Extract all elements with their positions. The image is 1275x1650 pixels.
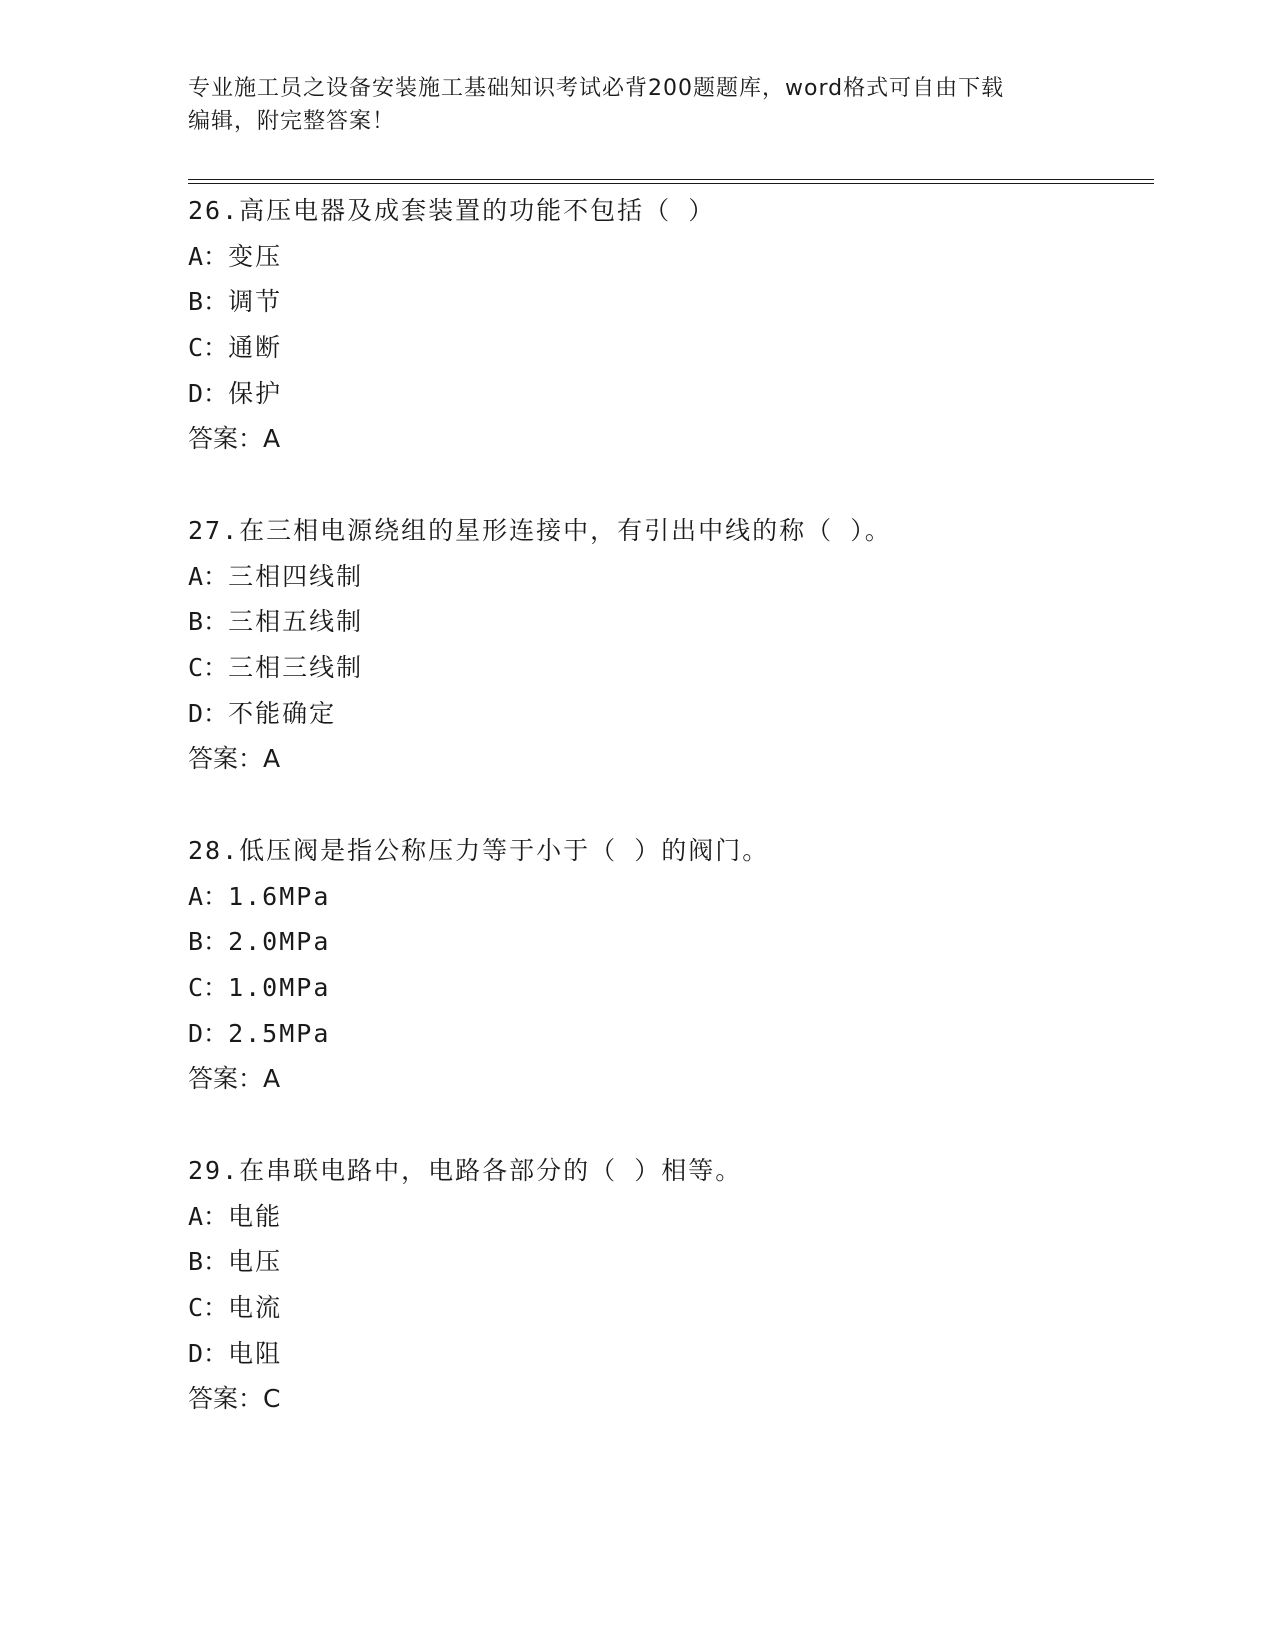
option-b xyxy=(188,599,1154,645)
option-text: 电流 xyxy=(228,1293,283,1323)
header-divider-bottom xyxy=(188,183,1154,184)
answer-line: 答案：A xyxy=(188,744,281,774)
answer-line: 答案：A xyxy=(188,1064,281,1094)
option-letter: B： xyxy=(188,1247,229,1277)
option-letter: A： xyxy=(188,561,229,591)
option-letter: D： xyxy=(188,698,229,728)
option-text: 三相五线制 xyxy=(228,607,364,637)
option-a xyxy=(188,874,1154,920)
option-b xyxy=(188,279,1154,325)
option-text: 电能 xyxy=(228,1201,283,1231)
option-d xyxy=(188,1331,1154,1377)
question-27 xyxy=(188,508,1154,828)
option-d xyxy=(188,1011,1154,1057)
option-c xyxy=(188,1285,1154,1331)
option-letter: A： xyxy=(188,1201,229,1231)
option-c xyxy=(188,325,1154,371)
option-text: 调节 xyxy=(228,287,283,317)
option-letter: B： xyxy=(188,287,229,317)
option-text: 通断 xyxy=(228,333,283,363)
option-d xyxy=(188,691,1154,737)
option-text: 2.5MPa xyxy=(228,1018,331,1048)
header-line-2: 编辑，附完整答案！ xyxy=(188,109,396,134)
option-d xyxy=(188,371,1154,417)
option-letter: D： xyxy=(188,1338,229,1368)
option-text: 1.6MPa xyxy=(228,881,331,911)
header-line-1: 专业施工员之设备安装施工基础知识考试必背200题题库，word格式可自由下载 xyxy=(188,76,1005,101)
option-letter: C： xyxy=(188,653,229,683)
option-text: 变压 xyxy=(228,241,283,271)
option-text: 电压 xyxy=(228,1247,283,1277)
question-26 xyxy=(188,188,1154,508)
option-text: 三相三线制 xyxy=(228,653,364,683)
header-divider-top xyxy=(188,179,1154,180)
option-letter: C： xyxy=(188,973,229,1003)
option-text: 不能确定 xyxy=(228,698,337,728)
option-letter: A： xyxy=(188,881,229,911)
question-29 xyxy=(188,1148,1154,1468)
option-letter: B： xyxy=(188,607,229,637)
question-list xyxy=(188,188,1154,1468)
option-letter: C： xyxy=(188,1293,229,1323)
document-header xyxy=(188,72,1088,138)
option-text: 电阻 xyxy=(228,1338,283,1368)
option-letter: B： xyxy=(188,927,229,957)
answer-line: 答案：A xyxy=(188,424,281,454)
option-a xyxy=(188,234,1154,280)
option-b xyxy=(188,1239,1154,1285)
option-b xyxy=(188,919,1154,965)
option-c xyxy=(188,645,1154,691)
option-text: 保护 xyxy=(228,378,283,408)
question-stem: 26.高压电器及成套装置的功能不包括（ ） xyxy=(188,196,716,225)
question-stem: 27.在三相电源绕组的星形连接中，有引出中线的称（ ）。 xyxy=(188,516,892,545)
option-a xyxy=(188,1194,1154,1240)
answer-line: 答案：C xyxy=(188,1384,281,1414)
question-stem: 29.在串联电路中，电路各部分的（ ）相等。 xyxy=(188,1156,743,1185)
option-letter: A： xyxy=(188,241,229,271)
option-text: 1.0MPa xyxy=(228,973,331,1003)
question-stem: 28.低压阀是指公称压力等于小于（ ）的阀门。 xyxy=(188,836,770,865)
option-letter: D： xyxy=(188,1018,229,1048)
option-text: 2.0MPa xyxy=(228,927,331,957)
option-letter: D： xyxy=(188,378,229,408)
option-c xyxy=(188,965,1154,1011)
option-letter: C： xyxy=(188,333,229,363)
option-a xyxy=(188,554,1154,600)
question-28 xyxy=(188,828,1154,1148)
option-text: 三相四线制 xyxy=(228,561,364,591)
